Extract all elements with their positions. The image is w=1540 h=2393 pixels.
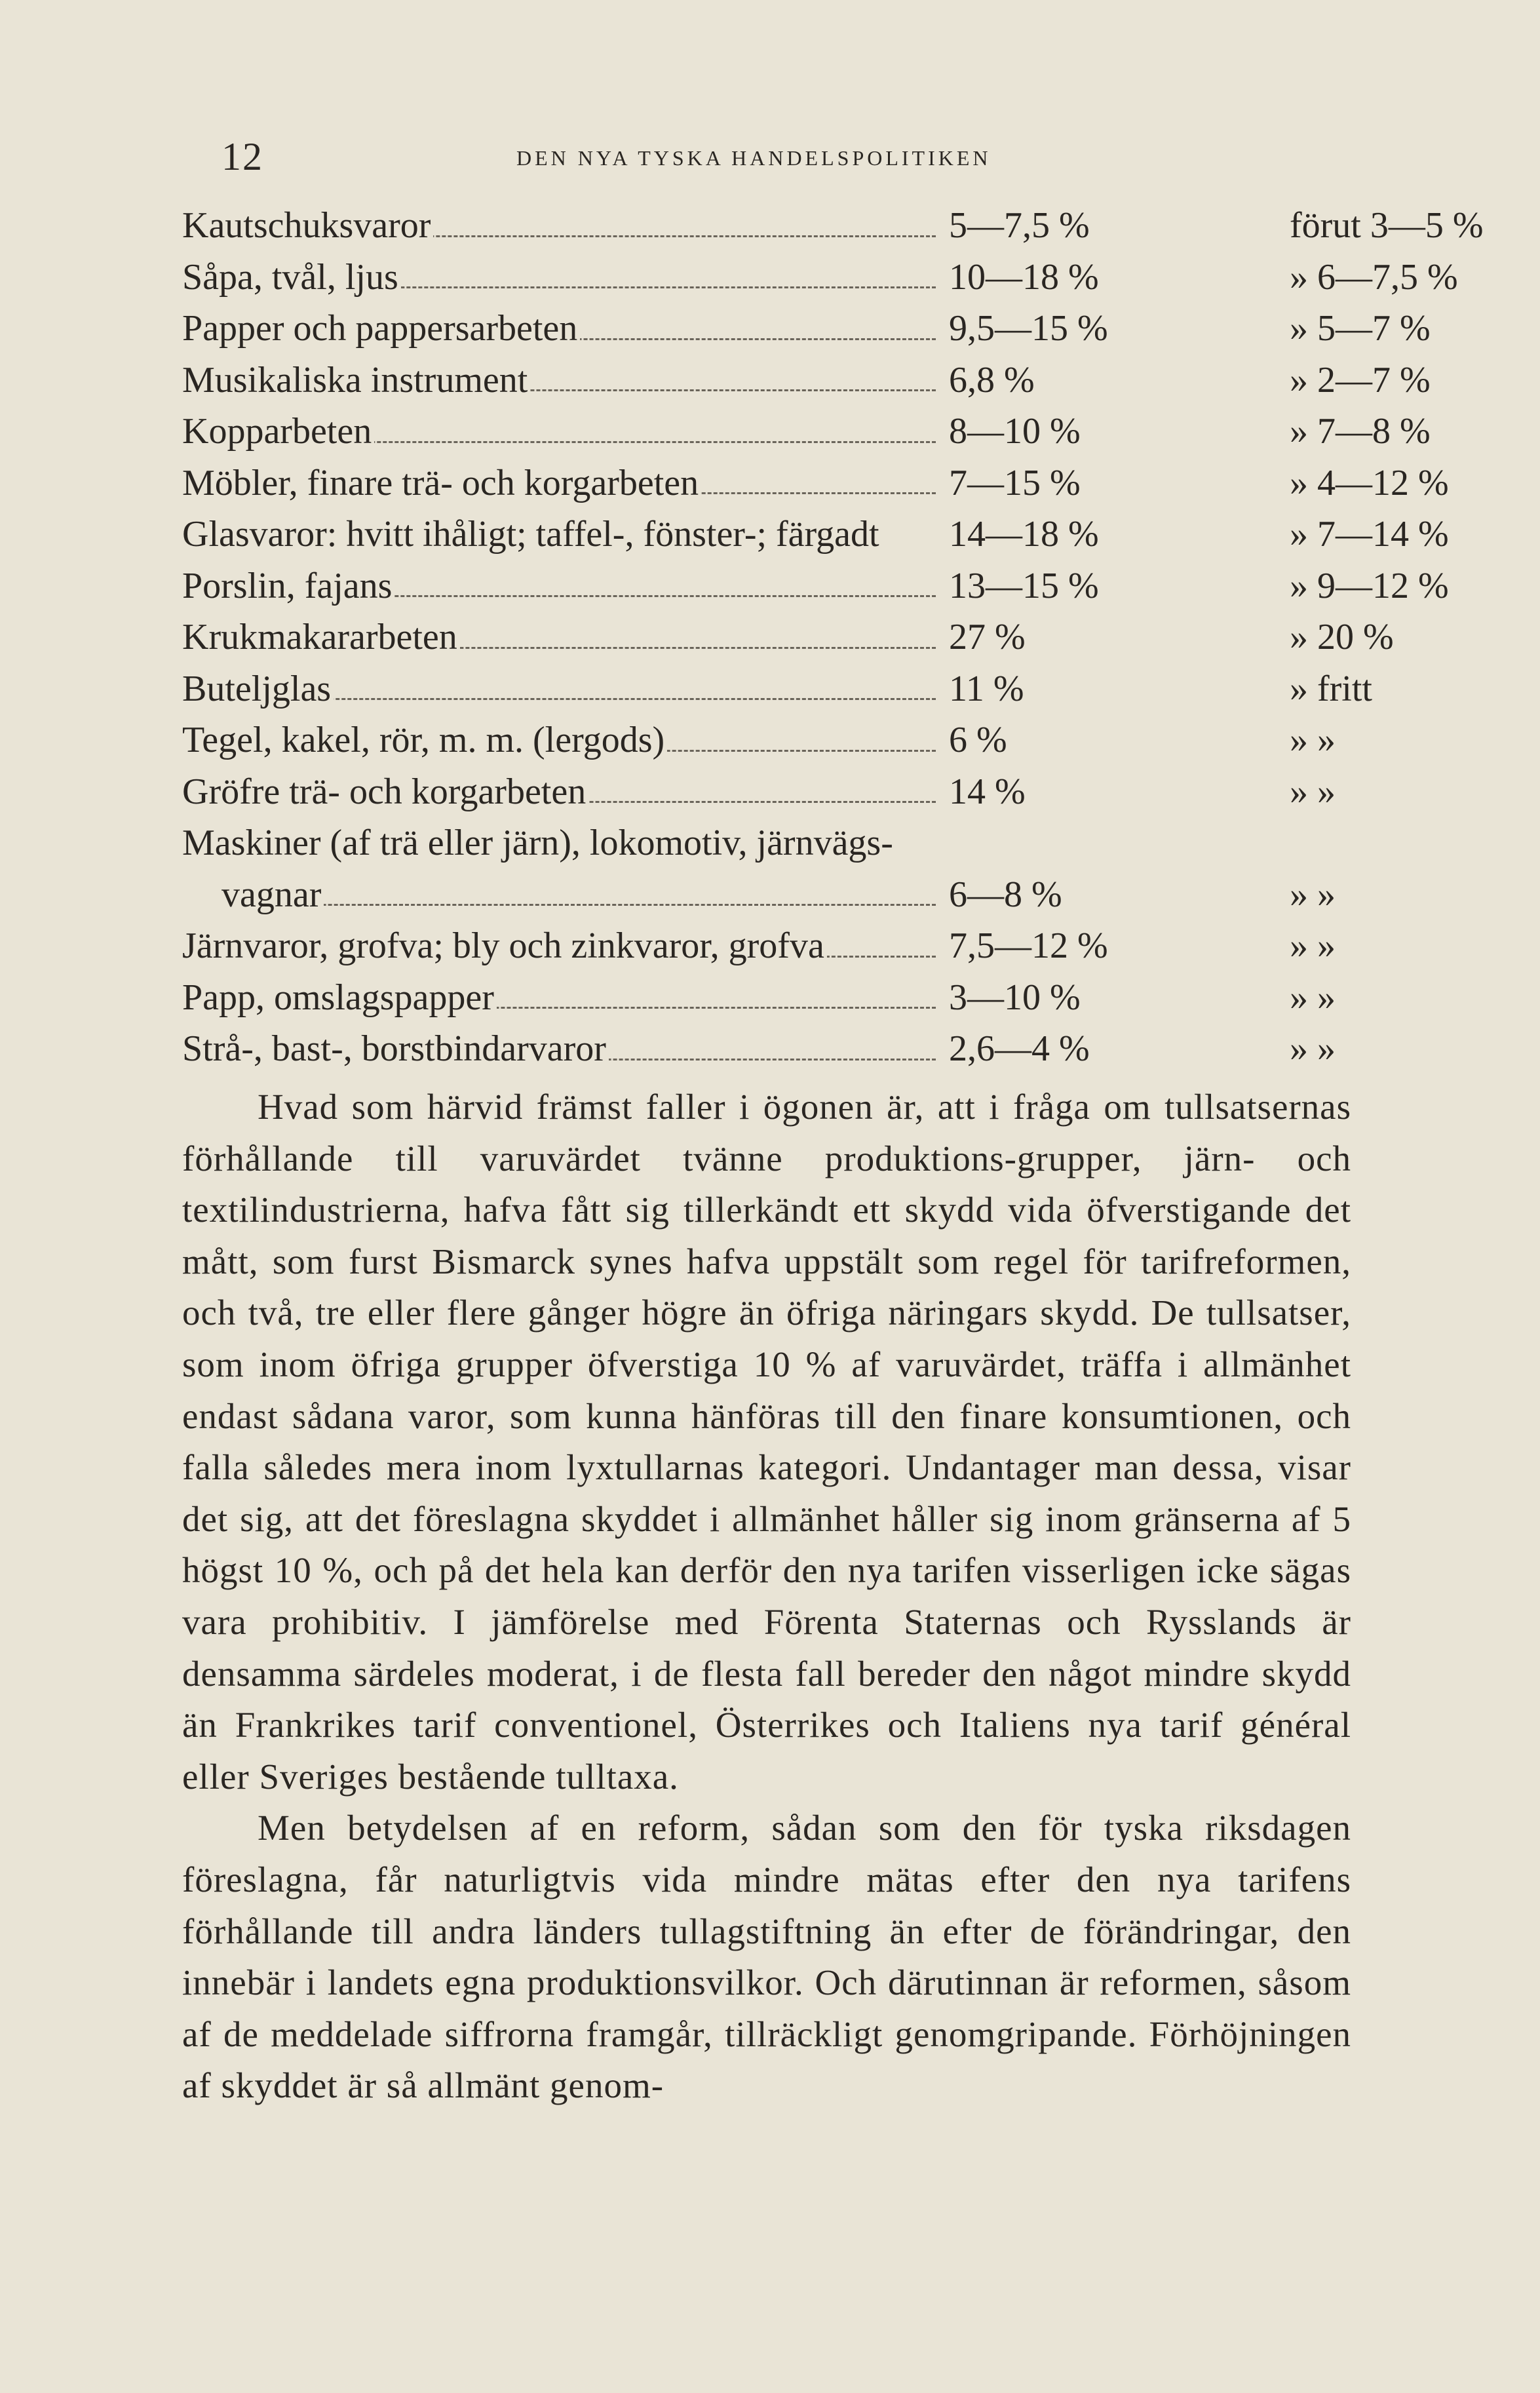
body-text <box>182 1081 1351 2112</box>
row-previous-rate: » » <box>1290 874 1336 915</box>
table-row <box>182 200 1484 252</box>
paragraph: Men betydelsen af en reform, sådan som den för tyska riksdagen föreslagna, får naturligtvis vida mindre mätas efter den nya tarifens förhållande till andra länders tullagstiftning än efter de förändringar, den innebär i landets egna produktionsvilkor. Och därutinnan är reformen, såsom af de meddelade siffrorna framgår, tillräckligt genomgripande. Förhöjningen af skyddet är så allmänt genom- <box>182 1808 1351 2106</box>
row-rate: 9,5—15 % <box>949 308 1108 349</box>
table-row <box>182 457 1449 509</box>
row-rate: 6—8 % <box>949 874 1062 915</box>
table-row <box>182 303 1431 355</box>
row-label: Kautschuksvaror <box>182 205 433 246</box>
row-label: Papp, omslagspapper <box>182 977 497 1018</box>
row-label: Porslin, fajans <box>182 566 395 606</box>
row-previous-rate: » 20 % <box>1290 617 1394 657</box>
running-head: DEN NYA TYSKA HANDELSPOLITIKEN <box>516 146 991 170</box>
row-label: Gröfre trä- och korgarbeten <box>182 771 588 812</box>
row-label: Kopparbeten <box>182 411 374 452</box>
paragraph: Hvad som härvid främst faller i ögonen är, att i fråga om tullsatsernas förhållande till varuvärdet tvänne produktions-grupper, järn- och textilindustrierna, hafva fått sig tillerkändt ett skydd vida öfverstigande det mått, som furst Bismarck synes hafva uppstält som regel för tarifreformen, och två, tre eller flere gånger högre än öfriga näringars skydd. De tullsatser, som inom öfriga grupper öfverstiga 10 % af varuvärdet, träffa i allmänhet endast sådana varor, som kunna hänföras till den finare konsumtionen, och falla således mera inom lyxtullarnas kategori. Undantager man dessa, visar det sig, att det föreslagna skyddet i allmänhet håller sig inom gränserna af 5 högst 10 %, och på det hela kan derför den nya tarifen visserligen icke sägas vara prohibitiv. I jämförelse med Förenta Staternas och Rysslands är densamma särdeles moderat, i de flesta fall bereder den något mindre skydd än Frankrikes tarif conventionel, Österrikes och Italiens nya tarif général eller Sveriges bestående tulltaxa. <box>182 1087 1351 1797</box>
page-header <box>182 134 1343 180</box>
table-row <box>182 509 1449 560</box>
row-rate: 7,5—12 % <box>949 925 1108 966</box>
row-rate: 2,6—4 % <box>949 1028 1090 1069</box>
table-row <box>182 920 1375 972</box>
table-row <box>182 766 1375 818</box>
row-label: Järnvaror, grofva; bly och zinkvaror, grofva <box>182 925 827 966</box>
row-rate: 3—10 % <box>949 977 1081 1018</box>
row-rate: 7—15 % <box>949 462 1081 503</box>
row-label: Möbler, finare trä- och korgarbeten <box>182 463 701 503</box>
row-label: Såpa, tvål, ljus <box>182 257 401 298</box>
table-row <box>182 972 1375 1024</box>
row-rate: 27 % <box>949 617 1026 657</box>
row-previous-rate: » 7—14 % <box>1290 514 1449 554</box>
table-row <box>182 1023 1375 1075</box>
row-previous-rate: » fritt <box>1290 668 1372 709</box>
row-previous-rate: » 7—8 % <box>1290 411 1431 452</box>
table-row <box>182 612 1394 663</box>
row-label: Glasvaror: hvitt ihåligt; taffel-, fönster-; färgadt <box>182 514 882 554</box>
row-label: Strå-, bast-, borstbindarvaror <box>182 1028 609 1069</box>
row-previous-rate: » » <box>1290 977 1336 1018</box>
row-label: Papper och pappersarbeten <box>182 308 580 349</box>
row-previous-rate: förut 3—5 % <box>1290 205 1484 246</box>
row-label-continuation: vagnar <box>221 874 324 915</box>
table-row <box>182 406 1431 457</box>
row-rate: 14—18 % <box>949 514 1099 554</box>
row-rate: 10—18 % <box>949 256 1099 298</box>
table-row <box>182 355 1431 406</box>
row-previous-rate: » » <box>1290 720 1336 760</box>
row-previous-rate: » 2—7 % <box>1290 359 1431 400</box>
table-row <box>182 560 1449 612</box>
row-previous-rate: » » <box>1290 1028 1336 1069</box>
row-previous-rate: » 6—7,5 % <box>1290 256 1458 298</box>
table-row <box>182 714 1375 766</box>
table-row <box>182 817 1375 920</box>
row-previous-rate: » 5—7 % <box>1290 308 1431 349</box>
row-previous-rate: » 4—12 % <box>1290 462 1449 503</box>
row-rate: 8—10 % <box>949 411 1081 452</box>
table-row <box>182 663 1375 715</box>
row-rate: 11 % <box>949 668 1024 709</box>
page-number: 12 <box>221 135 263 178</box>
row-label: Musikaliska instrument <box>182 360 530 400</box>
table-row <box>182 252 1458 303</box>
tariff-table <box>182 200 1484 1075</box>
row-rate: 5—7,5 % <box>949 205 1090 246</box>
row-rate: 6,8 % <box>949 359 1035 400</box>
row-rate: 6 % <box>949 720 1007 760</box>
row-rate: 14 % <box>949 771 1026 812</box>
row-previous-rate: » » <box>1290 771 1336 812</box>
row-previous-rate: » 9—12 % <box>1290 565 1449 606</box>
row-label: Maskiner (af trä eller järn), lokomotiv, järnvägs- <box>182 823 896 863</box>
row-label: Krukmakararbeten <box>182 617 460 657</box>
row-previous-rate: » » <box>1290 925 1336 966</box>
row-label: Tegel, kakel, rör, m. m. (lergods) <box>182 720 667 760</box>
row-rate: 13—15 % <box>949 565 1099 606</box>
row-label: Buteljglas <box>182 669 334 709</box>
